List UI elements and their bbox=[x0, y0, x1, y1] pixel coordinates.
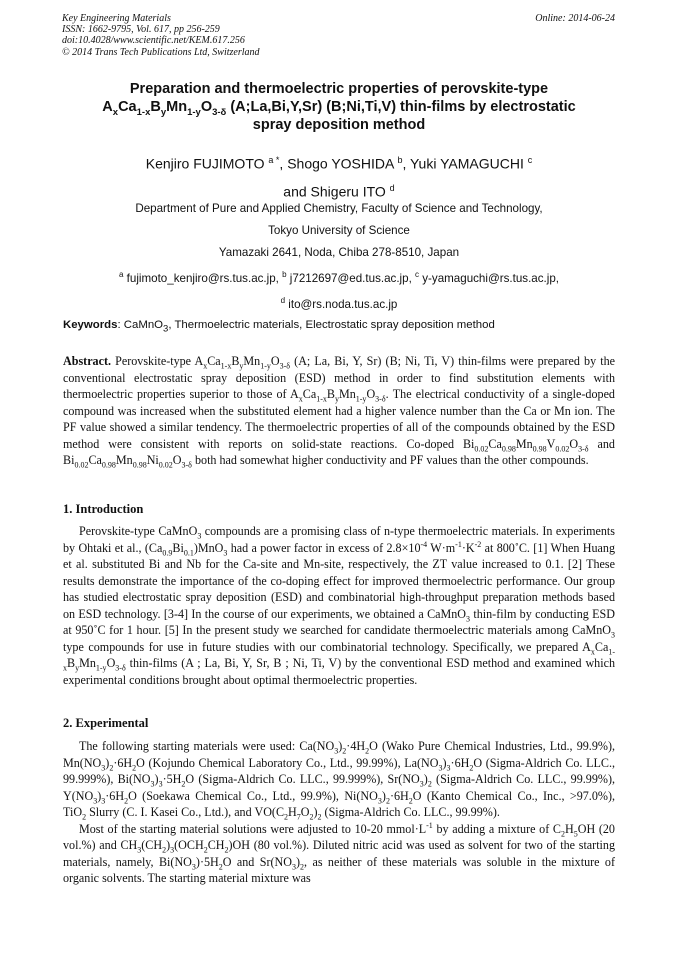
paper-title bbox=[60, 80, 618, 134]
title-line-1: Preparation and thermoelectric properties of perovskite-type bbox=[129, 81, 549, 97]
email-line-2: $^d$ ito@rs.noda.tus.ac.jp bbox=[280, 295, 398, 311]
affiliation bbox=[60, 198, 618, 316]
title-line-2: $A_xCa_{1-x}B_yMn_{1-y}O_{3-\delta}$ (A;La,Bi,Y,Sr) (B;Ni,Ti,V) thin-films by electrostatic bbox=[102, 99, 576, 118]
affiliation-address: Yamazaki 2641, Noda, Chiba 278-8510, Japan bbox=[218, 246, 460, 259]
title-line-3: spray deposition method bbox=[252, 117, 426, 133]
introduction-text: Perovskite-type CaMnO$_3$ compounds are a promising class of n-type thermoelectric materials. In experiments by Ohtaki et al., $(Ca_{0.9}Bi_{0.1})MnO_3$ had a power factor in excess of $2.8\times 10^{-4}$ $W\cdot m^{-1}\cdot K^{-2}$ at 800˚C. [1] When Huang et al. substituted Bi and Nb for the Ca-site and Mn-site, respectively, the ZT value increased to 0.1. [2] These results demonstrate the importance of the co-doping effect for improved thermoelectric performance. Our group has studied electrostatic spray deposition (ESD) and combinatorial high-throughput preparation methods based on ESD technology. [3-4] In the course of our experiments, we obtained a CaMnO$_3$ thin-film by conducting ESD at 950˚C for 1 hour. [5] In the present study we searched for candidate thermoelectric materials among CaMnO$_3$ type compounds for use in future studies with our combinatorial technology. Specifically, we prepared $A_xCa_{1-x}B_yMn_{1-y}O_{3-\delta}$ thin-films (A ; La, Bi, Y, Sr, B ; Ni, Ti, V) by the conventional ESD method and examined which experimental conditions brought about optimal thermoelectric properties. bbox=[63, 524, 615, 687]
email-line-1: $^a$ fujimoto_kenjiro@rs.tus.ac.jp, $^b$ j7212697@ed.tus.ac.jp, $^c$ y-yamaguchi@rs.tus.ac.jp, bbox=[118, 270, 560, 285]
abstract-label: Abstract. bbox=[63, 354, 112, 368]
author-list bbox=[60, 148, 618, 203]
journal-name: Key Engineering Materials bbox=[62, 13, 171, 24]
keywords: Keywords: CaMnO$_3$, Thermoelectric materials, Electrostatic spray deposition method bbox=[63, 319, 495, 335]
issn-line: ISSN: 1662-9795, Vol. 617, pp 256-259 bbox=[62, 24, 220, 36]
doi-line: doi:10.4028/www.scientific.net/KEM.617.256 bbox=[62, 35, 245, 47]
affiliation-dept: Department of Pure and Applied Chemistry, Faculty of Science and Technology, bbox=[135, 202, 543, 215]
keywords-label: Keywords bbox=[63, 319, 118, 331]
author-line-2: and Shigeru ITO $^d$ bbox=[283, 182, 395, 200]
section-heading-introduction: 1. Introduction bbox=[63, 502, 144, 516]
author-line-1: Kenjiro FUJIMOTO $^{a *}$, Shogo YOSHIDA $^b$, Yuki YAMAGUCHI $^c$ bbox=[145, 155, 533, 172]
section-heading-experimental: 2. Experimental bbox=[63, 716, 149, 730]
copyright-line: © 2014 Trans Tech Publications Ltd, Switzerland bbox=[62, 46, 260, 58]
affiliation-univ: Tokyo University of Science bbox=[268, 224, 410, 237]
online-date: Online: 2014-06-24 bbox=[535, 13, 615, 24]
abstract: Abstract. Perovskite-type $A_xCa_{1-x}B_yMn_{1-y}O_{3-\delta}$ (A; La, Bi, Y, Sr) (B; Ni, Ti, V) thin-films were prepared by the conventional electrostatic spray deposition (ESD) method in order to find substitution elements with thermoelectric properties superior to those of $A_xCa_{1-x}B_yMn_{1-y}O_{3-\delta}$. The electrical conductivity of a single-doped compound was increased when the substituted element had a higher valence number than the Ca or Mn ion. The PF value showed a similar tendency. The thermoelectric properties of all of the compounds obtained by the ESD method were consistent with reports on solid-state reactions. Co-doped $Bi_{0.02}Ca_{0.98}Mn_{0.98}V_{0.02}O_{3-\delta}$ and $Bi_{0.02}Ca_{0.98}Mn_{0.98}Ni_{0.02}O_{3-\delta}$ both had somewhat higher conductivity and PF values than the other compounds. bbox=[63, 354, 615, 470]
experimental-text: The following starting materials were used: $Ca(NO_3)_2\cdot 4H_2O$ (Wako Pure Chemical Industries, Ltd., 99.9%), $Mn(NO_3)_2\cdot 6H_2O$ (Kojundo Chemical Laboratory Co., Ltd., 99.99%), $La(NO_3)_3\cdot 6H_2O$ (Sigma-Aldrich Co. LLC., 99.999%), $Bi(NO_3)_3\cdot 5H_2O$ (Sigma-Aldrich Co. LLC., 99.999%), $Sr(NO_3)_2$ (Sigma-Aldrich Co. LLC., 99.99%), $Y(NO_3)_3\cdot 6H_2O$ (Soekawa Chemical Co., Ltd., 99.9%), $Ni(NO_3)_2\cdot 6H_2O$ (Kanto Chemical Co., Inc., >97.0%), TiO$_2$ Slurry (C. I. Kasei Co., Ltd.), and $VO(C_2H_7O_2)_2$ (Sigma-Aldrich Co. LLC., 99.99%). Most of the starting material solutions were adjusted to 10-20 $mmol\cdot L^{-1}$ by adding a mixture of $C_2H_5OH$ (20 vol.%) and $CH_3(CH_2)_3(OCH_2CH_2)OH$ (80 vol.%). Diluted nitric acid was used as solvent for two of the starting materials, namely, $Bi(NO_3)\cdot 5H_2O$ and $Sr(NO_3)_2$, as neither of these materials was soluble in the mixture of organic solvents. The starting material mixture was bbox=[63, 739, 616, 885]
journal-header bbox=[62, 13, 260, 58]
